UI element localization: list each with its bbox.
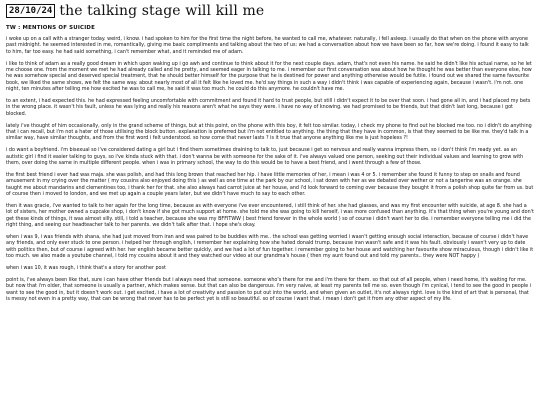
post-title: the talking stage will kill me [59,3,265,19]
paragraph-8: when i was 9, i was friends with shana, she had just moved from iran and was paired to be buddies with me.. the school was getting worried i wasn't getting enough social interaction, because of course i didn't have any friends, and only ever stuck to one person. i helped her through english, i remember her explaining how she hated donald trump, because iran wasn't safe and it was his fault. obviously i wasn't very up to date with politics then, but of course i agreed with her. her english became better quickly, and we had a lot of fun together. i remember going to her house and watching her favourite show miraculous, though i didn't like it too much. we also made a youtube channel, i told my cousins about it and they watched our video at our grandma's house ( then my aunt found out and told my parents.. they were NOT happy ) [6,233,534,260]
paragraph-4: lately i've thought of him occasionally, only in the grand scheme of things, but at this point, on the phone with this boy, it felt too similar. today, i check my phone to find out he blocked me too. no i didn't do anything that i can recall, but i'm not a hater of those utilising the block button. explanation is preferred but i'm not entitled to anything. the thing that they have in common, is that they seemed to be like me. they'd talk in a similar way, have similar thoughts, and from the first word i felt understood. so how come that never lasts ? is it true that anyone anything like me is just hopeless ?! [6,122,532,142]
paragraph-7: then it was gracie, i've wanted to talk to her again for the long time, because as with everyone i've ever encountered, i still think of her. she had glasses, and was my first encounter with suicide, at age 8. she had a lot of sisters, her mother owned a cupcake shop, i don't know if she got much support at home. she told me she was going to kill herself, i was more confused than anything. it's that thing when you're young and don't get these kinds of things, it was almost silly. still, i told a teacher, because she was my BFFITWW ( best friend forever in the whole world ) so of course i didn't want her to die. i remember everyone telling me i did the right thing, and seeing our headteacher talk to her parents. we didn't talk after that. i hope she's okay. [6,202,534,229]
paragraph-6: the first best friend i ever had was maja. she was polish, and had this long brown that reached her hip. i have little memories of her, i mean i was 4 or 5. i remember she found it funny to step on snails and found amusement in my crying over the matter ( my cousins also enjoyed doing this ) as well as one time at the park by our school, i sat down with her as we debated over wether or not a tangerine was an orange. she taught me about mandarins and clementines too, i thank her for that. she also always had carrot juice at her house, and i'd look forward to coming over because they bought it from a polish shop quite far from us. but of course then i moved to london, and we met up again a couple years later, but we didn't have much to say to each other. [6,171,534,198]
paragraph-3: to an extent, i had expected this. he had expressed feeling uncomfortable with commitment and found it hard to trust people, but still i didn't expect it to be over that soon. i had gone all in, and i had placed my bets in the wrong place. it wasn't his fault, unless he was lying and really his reasons aren't what he says they were. i have no way of knowing. we had promised to be friends, but that didn't last long, because i got blocked. [6,98,531,117]
trigger-warning: TW : MENTIONS OF SUICIDE [6,25,95,31]
post-header [6,3,534,19]
paragraph-1: i woke up on a call with a stranger today. weird, i know. i had spoken to him for the first time the night before, he wanted to call me, whatever. naturally, i fell asleep. i usually do that when on the phone with anyone past midnight. he seemed interested in me, romantically, giving me basic compliments and talking about the two of us: we had a conversation about how we have been so far, how we're doing. i found it easy to talk to him, far too easy. he had said something, i can't remember what, and it reminded me of adam. [6,36,529,55]
paragraph-2: i like to think of adam as a really good dream in which upon waking up i go awh and continue to think about it for the next couple days. adam, that's not even his name. he said he didn't like his actual name, so he let me choose one. from the moment we met he had already called and he pretty, and seemed eager in talking to me. i remember our first conversation was about how he thought he was better than everyone else, how he was somehow special and deserved special treatment, that he should better himself for the purpose that he is destined for power and anything otherwise would be futile. i found out we shared the same favourite book, we liked the same shows, we felt the same way. about nearly most of all it felt like he loved me. he'd say things in such a way i didn't think i was capable of experiencing again, because i wasn't. i'm not. one night, ten minutes after telling me how excited he was to call me, he said it was too much. he could do this anymore. he couldn't have me. [6,60,532,93]
paragraph-5: i do want a boyfriend. i'm bisexual so i've considered dating a girl but i find them sometimes draining to talk to, just because i get so nervous and really wanna impress them, so i don't think i'm ready yet. as an autistic girl i find it easier talking to guys, so i've kinda stuck with that. i don't wanna be with someone for the sake of it. i've always valued one person, seeking out their individual values and learning to grow with them, over doing the same in multiple different people. when i was in primary school, the way to do this would be to have a best friend, and i went through a few of those. [6,147,524,167]
paragraph-10: point is, i've always been like that, sure i can have other friends but i always need that someone. someone who's there for me and i'm there for them. so that out of all people, when i need home, it's waiting for me. but now that i'm older, that someone is usually a partner, which makes sense. but that can also be dangerous. i'm very naive, at least my parents tell me so. even though i'm cynical, i tend to see the good in people i want to see the good in, but it doesn't work out. i get excited, i have a lot of creativity and passion to put out into the world, and when given an outlet, it's not always right. love is the kind of art that is personal, that is messy not even in a pretty way, that can be wrong that never has to be perfect yet is still so beautiful. so of course i want that. i mean i don't get it from any other aspect of my life. [6,276,532,302]
date-badge: 28/10/24 [6,4,55,18]
paragraph-9: when i was 10, it was rough, i think that's a story for another post [6,264,166,271]
